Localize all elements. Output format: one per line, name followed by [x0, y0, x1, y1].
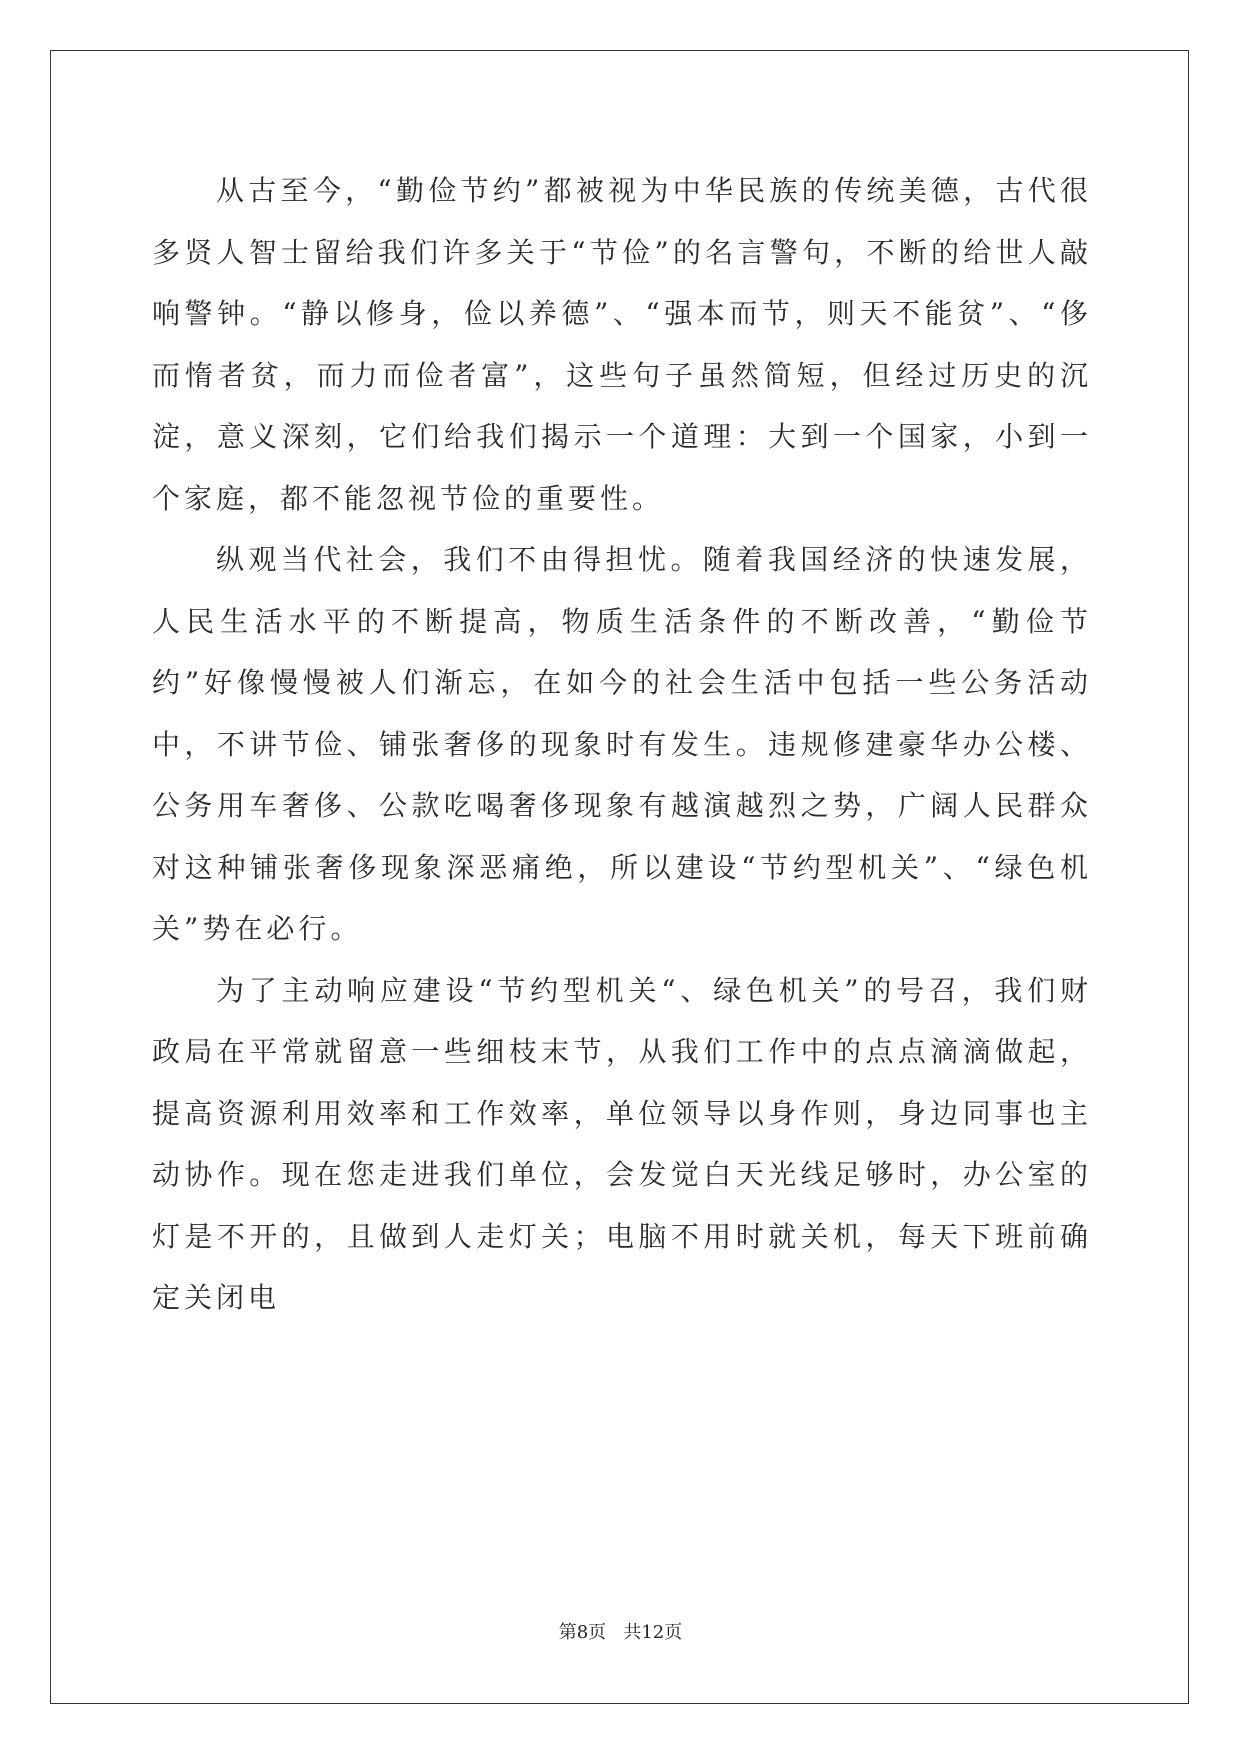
page-number-footer: 第8页 共12页 — [558, 1622, 683, 1643]
document-body — [152, 160, 1092, 1329]
paragraph-2: 纵观当代社会，我们不由得担忧。随着我国经济的快速发展，人民生活水平的不断提高，物质生活条件的不断改善，“勤俭节约”好像慢慢被人们渐忘，在如今的社会生活中包括一些公务活动中，不讲节俭、铺张奢侈的现象时有发生。违规修建豪华办公楼、公务用车奢侈、公款吃喝奢侈现象有越演越烈之势，广阔人民群众对这种铺张奢侈现象深恶痛绝，所以建设“节约型机关”、“绿色机关”势在必行。 — [152, 543, 1092, 945]
paragraph-3: 为了主动响应建设“节约型机关“、绿色机关”的号召，我们财政局在平常就留意一些细枝末节，从我们工作中的点点滴滴做起，提高资源利用效率和工作效率，单位领导以身作则，身边同事也主动协作。现在您走进我们单位，会发觉白天光线足够时，办公室的灯是不开的，且做到人走灯关；电脑不用时就关机，每天下班前确定关闭电 — [152, 973, 1092, 1314]
paragraph-1: 从古至今，“勤俭节约”都被视为中华民族的传统美德，古代很多贤人智士留给我们许多关于“节俭”的名言警句，不断的给世人敲响警钟。“静以修身，俭以养德”、“强本而节，则天不能贫”、“侈而惰者贫，而力而俭者富”，这些句子虽然简短，但经过历史的沉淀，意义深刻，它们给我们揭示一个道理：大到一个国家，小到一个家庭，都不能忽视节俭的重要性。 — [152, 174, 1092, 515]
